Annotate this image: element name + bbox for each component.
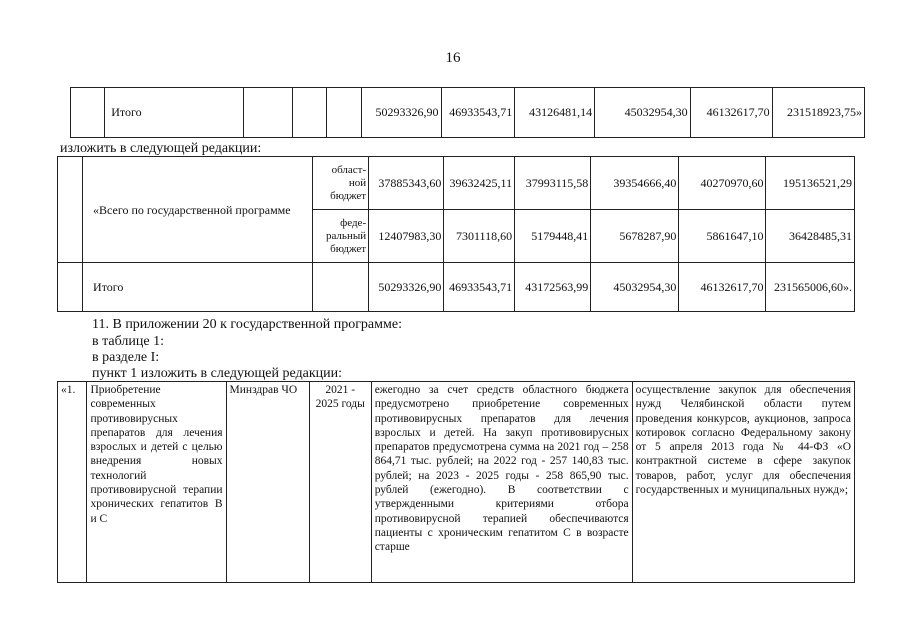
paragraph-point: пункт 1 изложить в следующей редакции: [92, 366, 342, 381]
value-cell: 46132617,70 [679, 263, 766, 312]
value-cell: 43126481,14 [515, 88, 595, 138]
value-cell: 46132617,70 [690, 88, 772, 138]
item-mechanism: осуществление закупок для обеспечения нужд Челябинской области путем проведения конкурсов, аукционов, запроса котировок согласно Федеральному закону от 5 апреля 2013 года № 44-ФЗ «О контрактной системе в сфере закупок товаров, работ, услуг для обеспечения государственных и муниципальных нужд»; [632, 382, 854, 583]
total-label: Итого [105, 88, 244, 138]
value-cell: 7301118,60 [444, 210, 515, 263]
activities-table [57, 381, 855, 583]
item-number: «1. [58, 382, 87, 583]
main-table-row [58, 263, 855, 312]
empty-cell [293, 88, 327, 138]
value-cell: 39354666,40 [591, 157, 679, 210]
value-cell: 5678287,90 [591, 210, 679, 263]
source-label: феде-ральный бюджет [313, 210, 369, 263]
main-table [57, 156, 855, 312]
top-table [70, 87, 865, 138]
paragraph-section: в разделе I: [92, 350, 160, 365]
paragraph-11: 11. В приложении 20 к государственной программе: [92, 317, 402, 332]
value-cell: 5179448,41 [515, 210, 591, 263]
empty-cell [71, 88, 105, 138]
value-cell: 46933543,71 [441, 88, 515, 138]
value-cell: 46933543,71 [444, 263, 515, 312]
item-years: 2021 - 2025 годы [309, 382, 371, 583]
value-cell: 36428485,31 [766, 210, 855, 263]
value-cell: 231565006,60». [766, 263, 855, 312]
item-name: Приобретение современных противовирусных препаратов для лечения взрослых и детей с целью внедрения новых технологий противовирусной терапии хронических гепатитов В и С [87, 382, 226, 583]
empty-cell [58, 157, 83, 263]
source-label: област-ной бюджет [313, 157, 369, 210]
value-cell: 37885343,60 [369, 157, 444, 210]
activities-row [58, 382, 855, 583]
instruction-text: изложить в следующей редакции: [60, 141, 262, 156]
value-cell: 45032954,30 [591, 263, 679, 312]
value-cell: 43172563,99 [515, 263, 591, 312]
program-label: «Всего по государственной программе [83, 157, 313, 263]
empty-cell [313, 263, 369, 312]
value-cell: 5861647,10 [679, 210, 766, 263]
value-cell: 50293326,90 [369, 263, 444, 312]
page-number: 16 [445, 50, 461, 66]
empty-cell [327, 88, 361, 138]
value-cell: 231518923,75» [772, 88, 864, 138]
item-description: ежегодно за счет средств областного бюджета предусмотрено приобретение современных противовирусных препаратов для лечения взрослых и детей. На закуп противовирусных препаратов предусмотрена сумма на 2021 год – 258 864,71 тыс. рублей; на 2022 год - 257 140,83 тыс. рублей; на 2023 - 2025 годы - 258 865,90 тыс. рублей (ежегодно). В соответствии с утвержденными критериями отбора противовирусной терапией обеспечиваются пациенты с хроническим гепатитом С в возрасте старше [371, 382, 632, 583]
value-cell: 195136521,29 [766, 157, 855, 210]
value-cell: 40270970,60 [679, 157, 766, 210]
value-cell: 12407983,30 [369, 210, 444, 263]
item-executor: Минздрав ЧО [226, 382, 309, 583]
empty-cell [244, 88, 293, 138]
main-table-row [58, 157, 855, 210]
value-cell: 37993115,58 [515, 157, 591, 210]
total-label: Итого [83, 263, 313, 312]
value-cell: 45032954,30 [595, 88, 690, 138]
top-table-row [71, 88, 865, 138]
value-cell: 50293326,90 [361, 88, 441, 138]
paragraph-table1: в таблице 1: [92, 334, 164, 349]
value-cell: 39632425,11 [444, 157, 515, 210]
empty-cell [58, 263, 83, 312]
